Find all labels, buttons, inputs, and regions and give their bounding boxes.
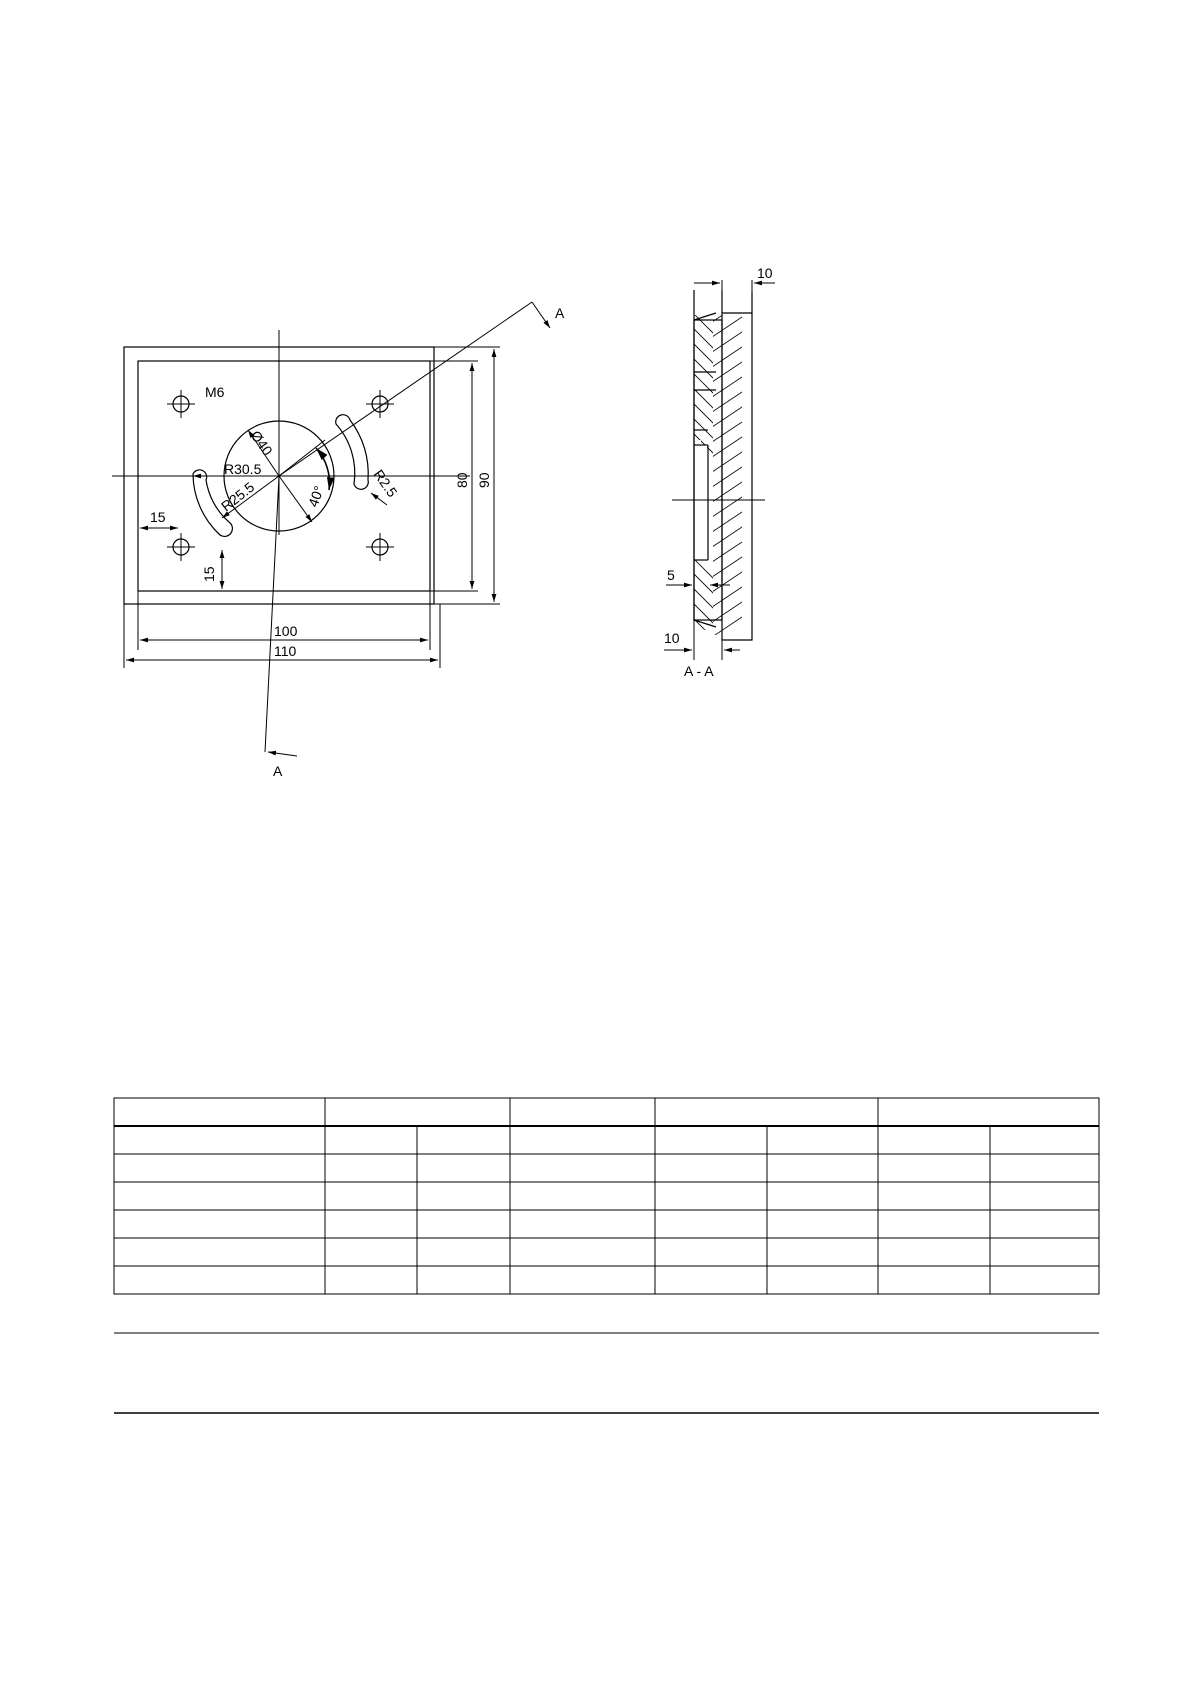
dim-radius-slot-end: R2.5 xyxy=(370,466,401,500)
section-dim-step: 5 xyxy=(667,567,675,583)
section-dim-bottom: 10 xyxy=(664,630,680,646)
section-marker-top: A xyxy=(555,305,565,321)
dim-hole-offset-x: 15 xyxy=(150,509,166,525)
dim-diameter-center: Ø40 xyxy=(247,427,276,459)
dim-inner-height: 80 xyxy=(454,472,470,488)
empty-table xyxy=(114,1098,1099,1294)
dim-angle: 40° xyxy=(304,483,328,510)
dim-radius-inner: R25.5 xyxy=(217,478,258,515)
section-title: A - A xyxy=(684,663,714,679)
section-back-plate xyxy=(722,313,752,640)
dim-hole-offset-y: 15 xyxy=(201,566,217,582)
section-view xyxy=(664,265,775,679)
dim-outer-height: 90 xyxy=(476,472,492,488)
thread-label: M6 xyxy=(205,384,225,400)
front-view xyxy=(112,302,565,779)
dim-inner-width: 100 xyxy=(274,623,298,639)
section-marker-bottom: A xyxy=(273,763,283,779)
section-dim-top: 10 xyxy=(757,265,773,281)
section-front-plate xyxy=(694,313,716,627)
dim-outer-width: 110 xyxy=(274,643,297,659)
section-line-lower xyxy=(265,476,279,752)
dim-radius-outer: R30.5 xyxy=(224,461,262,477)
